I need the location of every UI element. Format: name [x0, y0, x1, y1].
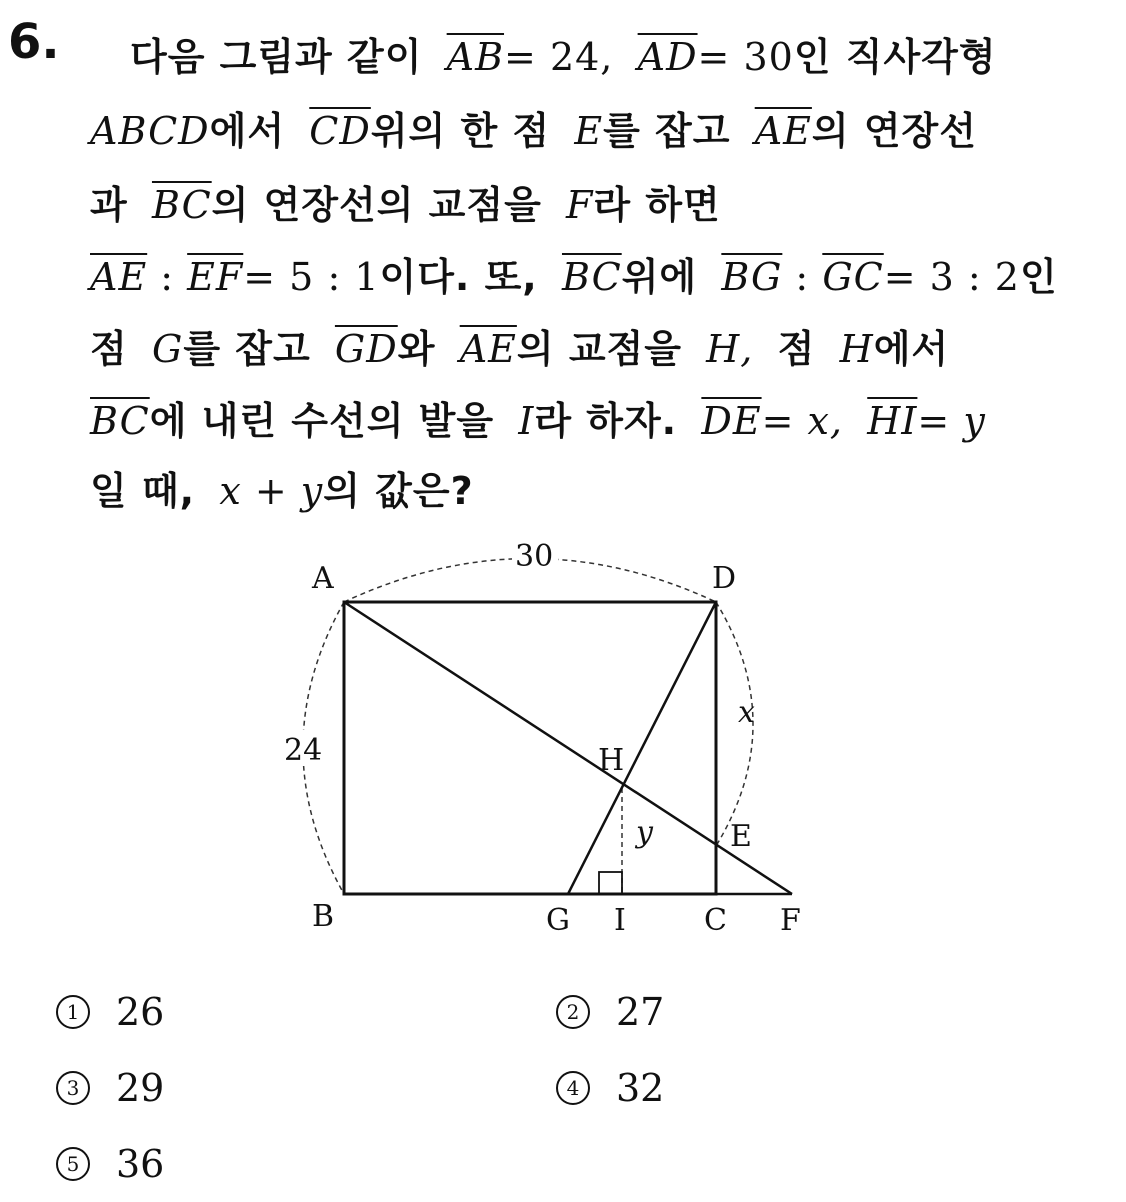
choice-marker: 3 [56, 1071, 90, 1105]
segment-de: $\overline{DE}$ [701, 399, 762, 443]
text: 의 교점을 [516, 327, 682, 371]
choice-value: 27 [616, 990, 665, 1034]
math: H, [706, 327, 754, 371]
text: 이다. 또, [379, 255, 538, 299]
text: 를 잡고 [183, 327, 311, 371]
choice-value: 29 [116, 1066, 165, 1110]
segment-ae: $\overline{AE}$ [459, 327, 517, 371]
text: 인 직사각형 [793, 35, 997, 79]
value-ab: = 24, [504, 35, 614, 79]
label-c: C [704, 903, 727, 938]
text: 라 하자. [534, 399, 678, 443]
choice-5[interactable] [56, 1142, 164, 1186]
ratio-value: = 3 : 2 [883, 255, 1020, 299]
line-gd [568, 602, 716, 894]
text: 의 연장선의 교점을 [211, 183, 542, 227]
choice-value: 32 [616, 1066, 665, 1110]
text: 점 [90, 327, 128, 371]
segment-bc: $\overline{BC}$ [90, 399, 150, 443]
segment-ae: $\overline{AE}$ [90, 255, 148, 299]
text: 라 하면 [593, 183, 721, 227]
label-d: D [712, 561, 737, 596]
label-24: 24 [284, 733, 323, 768]
choice-value: 26 [116, 990, 165, 1034]
segment-bc: $\overline{BC}$ [561, 255, 622, 299]
label-b: B [312, 899, 335, 934]
ratio-colon: : [782, 255, 823, 299]
segment-ae: $\overline{AE}$ [754, 109, 812, 153]
text: 다음 그림과 같이 [130, 35, 423, 79]
line-af [344, 602, 792, 894]
label-f: F [780, 903, 801, 938]
segment-ab: $\overline{AB}$ [446, 35, 505, 79]
segment-hi: $\overline{HI}$ [867, 399, 918, 443]
math: x + y [219, 469, 324, 513]
label-h: H [598, 743, 625, 778]
label-i: I [614, 903, 626, 938]
label-g: G [546, 903, 570, 938]
label-y: y [636, 815, 653, 850]
choice-marker: 2 [556, 995, 590, 1029]
math: F [566, 183, 594, 227]
label-a: A [312, 561, 334, 596]
choice-marker: 5 [56, 1147, 90, 1181]
text: 위의 한 점 [370, 109, 551, 153]
segment-ef: $\overline{EF}$ [187, 255, 244, 299]
math: G [151, 327, 184, 371]
segment-gd: $\overline{GD}$ [334, 327, 398, 371]
choice-marker: 1 [56, 995, 90, 1029]
ratio-colon: : [147, 255, 188, 299]
math: I [518, 399, 535, 443]
segment-bc: $\overline{BC}$ [151, 183, 212, 227]
label-e: E [730, 819, 752, 854]
text: 와 [397, 327, 436, 371]
right-angle-mark [599, 872, 622, 894]
segment-cd: $\overline{CD}$ [309, 109, 371, 153]
segment-bg: $\overline{BG}$ [721, 255, 783, 299]
text: 에서 [209, 109, 286, 153]
text: 일 때, [90, 469, 196, 513]
choice-1[interactable] [56, 990, 164, 1034]
label-x: x [738, 695, 755, 730]
choice-2[interactable] [556, 990, 664, 1034]
rectangle-abcd [344, 602, 716, 894]
choice-4[interactable] [556, 1066, 664, 1110]
question-number: 6. [8, 14, 60, 70]
math: E [574, 109, 604, 153]
math: H [839, 327, 874, 371]
text: 인 [1019, 255, 1058, 299]
text: 위에 [621, 255, 698, 299]
value-ad: = 30 [697, 35, 794, 79]
math: ABCD [90, 109, 210, 153]
text: 를 잡고 [603, 109, 731, 153]
math: = x, [761, 399, 844, 443]
label-30: 30 [515, 539, 554, 574]
ratio-value: = 5 : 1 [243, 255, 380, 299]
text: 점 [777, 327, 816, 371]
choice-value: 36 [116, 1142, 165, 1186]
text: 의 연장선 [811, 109, 977, 153]
math: = y [917, 399, 986, 443]
segment-gc: $\overline{GC}$ [822, 255, 884, 299]
segment-ad: $\overline{AD}$ [637, 35, 698, 79]
text: 에서 [873, 327, 950, 371]
text: 의 값은? [323, 469, 474, 513]
choice-3[interactable] [56, 1066, 164, 1110]
choice-marker: 4 [556, 1071, 590, 1105]
text: 에 내린 수선의 발을 [149, 399, 495, 443]
text: 과 [90, 183, 128, 227]
